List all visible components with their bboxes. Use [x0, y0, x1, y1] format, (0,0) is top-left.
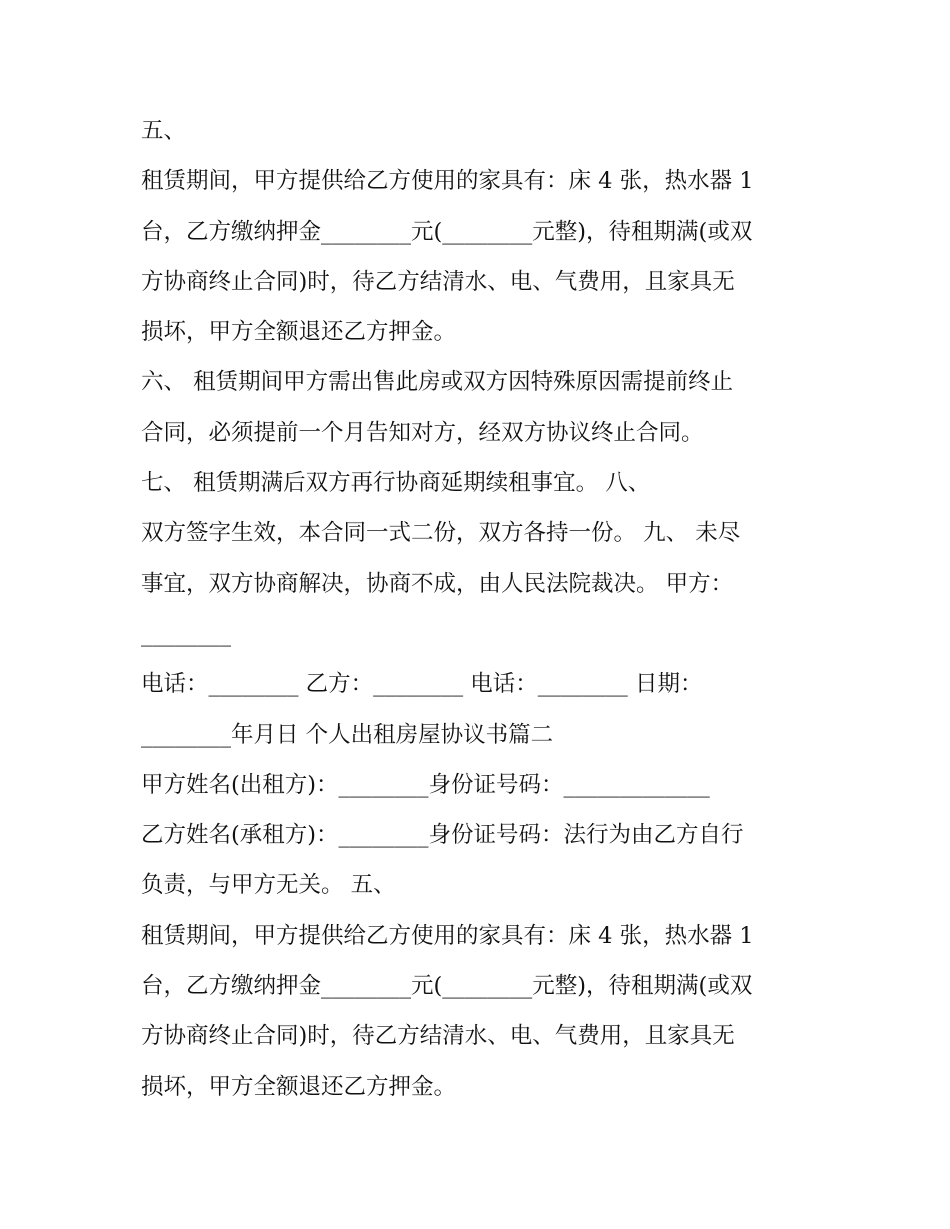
text-line-settlement-2: 方协商终止合同)时，待乙方结清水、电、气费用，且家具无: [141, 1023, 735, 1050]
text-line-section-6: 六、 租赁期间甲方需出售此房或双方因特殊原因需提前终止: [141, 369, 734, 396]
text-line-date-title-2: ________年月日 个人出租房屋协议书篇二: [141, 721, 554, 748]
document-body: [141, 106, 821, 1112]
text-line-refund-2: 损坏，甲方全额退还乙方押金。: [141, 1073, 457, 1100]
text-line-settlement: 方协商终止合同)时，待乙方结清水、电、气费用，且家具无: [141, 268, 735, 295]
text-line-furniture-2: 租赁期间，甲方提供给乙方使用的家具有：床 4 张，热水器 1: [141, 922, 754, 949]
text-line-tenant-name: 乙方姓名(承租方)：________身份证号码：法行为由乙方自行: [141, 822, 744, 849]
text-line-section-7: 七、 租赁期满后双方再行协商延期续租事宜。 八、: [141, 470, 651, 497]
text-line-party-a-blank: ________: [141, 620, 231, 647]
text-line-section-8-9: 双方签字生效，本合同一式二份，双方各持一份。 九、 未尽: [141, 520, 741, 547]
text-line-section-5-heading: 五、: [141, 118, 187, 144]
text-line-deposit-2: 台，乙方缴纳押金________元(________元整)，待租期满(或双: [141, 973, 753, 1000]
text-line-deposit: 台，乙方缴纳押金________元(________元整)，待租期满(或双: [141, 218, 753, 245]
text-line-dispute: 事宜，双方协商解决，协商不成，由人民法院裁决。 甲方：: [141, 570, 734, 597]
text-line-section-6-cont: 合同，必须提前一个月告知对方，经双方协议终止合同。: [141, 419, 704, 446]
text-line-landlord-name: 甲方姓名(出租方)：________身份证号码：_____________: [141, 771, 710, 798]
text-line-liability: 负责，与甲方无关。 五、: [141, 872, 396, 899]
text-line-furniture: 租赁期间，甲方提供给乙方使用的家具有：床 4 张，热水器 1: [141, 168, 754, 195]
text-line-contact-fields: 电话：________ 乙方：________ 电话：________ 日期：: [141, 671, 703, 698]
text-line-refund: 损坏，甲方全额退还乙方押金。: [141, 319, 457, 346]
